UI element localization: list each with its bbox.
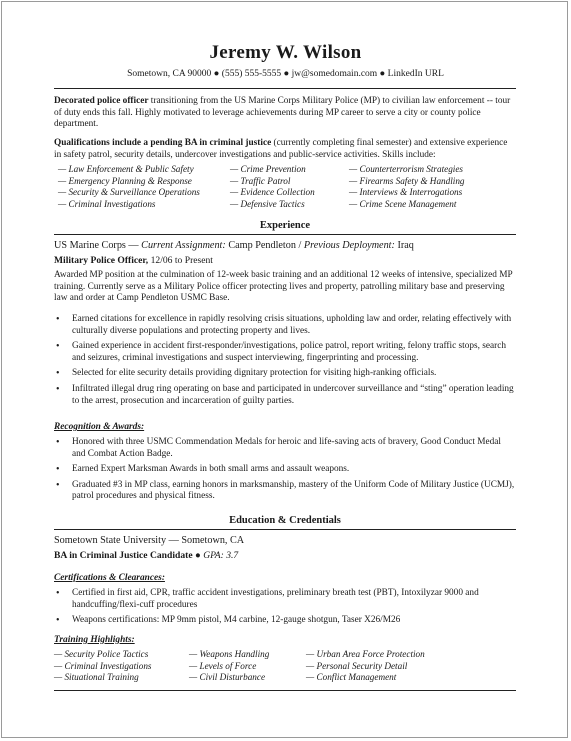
list-item: • Honored with three USMC Commendation Medals for heroic and life-saving acts of bravery, Good Conduct Medal and Combat Action Badge. [54, 437, 516, 460]
list-item: • Selected for elite security details providing dignitary protection for visiting high-ranking officials. [54, 368, 516, 380]
gpa: GPA: 3.7 [203, 550, 239, 561]
skills-column-1 [58, 164, 200, 211]
education-heading: Education & Credentials [229, 515, 341, 526]
school-line: Sometown State University — Sometown, CA [54, 535, 245, 546]
degree: BA in Criminal Justice Candidate [54, 550, 193, 561]
experience-org-line [54, 240, 414, 251]
job-dates: 12/06 to Present [148, 255, 213, 266]
training-item: — Weapons Handling [189, 649, 270, 659]
skill-item: — Security & Surveillance Operations [58, 187, 200, 198]
job-title: Military Police Officer, [54, 255, 149, 266]
awards-heading: Recognition & Awards: [54, 422, 145, 432]
list-item: • Weapons certifications: MP 9mm pistol, M4 carbine, 12-gauge shotgun, Taser X26/M26 [54, 615, 516, 627]
education-divider [54, 529, 516, 530]
list-item: • Gained experience in accident first-responder/investigations, police patrol, report writing, felony traffic stops, search and seizures, criminal investigations and suspect interviewing, fingerprinting and processing. [54, 341, 516, 364]
resume-page [1, 1, 568, 738]
skill-item: — Evidence Collection [230, 187, 315, 198]
experience-divider [54, 234, 516, 235]
experience-heading: Experience [259, 220, 311, 231]
certification-bullets [54, 588, 516, 631]
contact-line: Sometown, CA 90000 ● (555) 555-5555 ● jw@somedomain.com ● LinkedIn URL [127, 69, 444, 79]
list-item: • Certified in first aid, CPR, traffic accident investigations, preliminary breath test (PBT), Intoxilyzar 9000 and handcuffing/flexi-cuff procedures [54, 588, 516, 611]
skill-item: — Firearms Safety & Handling [349, 175, 465, 186]
training-item: — Levels of Force [189, 660, 257, 671]
experience-bullets [54, 314, 516, 411]
training-item: — Personal Security Detail [306, 660, 408, 671]
degree-line [54, 550, 238, 561]
skill-item: — Emergency Planning & Response [58, 175, 192, 186]
skill-item: — Crime Scene Management [349, 199, 457, 210]
job-title-line [54, 255, 213, 266]
skill-item: — Traffic Patrol [230, 175, 291, 186]
training-item: — Situational Training [54, 672, 139, 683]
training-item: — Criminal Investigations [54, 660, 152, 671]
training-column-1 [54, 649, 152, 684]
assignment-value: Camp Pendleton / [225, 240, 304, 251]
training-item: — Conflict Management [306, 672, 397, 683]
skills-list [58, 164, 528, 212]
summary-lead: Decorated police officer [54, 96, 149, 106]
deployment-value: Iraq [394, 240, 414, 251]
skills-column-2 [230, 164, 315, 211]
header-divider [54, 88, 516, 89]
list-item: • Graduated #3 in MP class, earning honors in marksmanship, mastery of the Uniform Code of Military Justice (UCMJ), patrol procedures and physical fitness. [54, 480, 516, 503]
training-list [54, 649, 524, 685]
candidate-name: Jeremy W. Wilson [209, 42, 362, 63]
training-item: — Civil Disturbance [189, 672, 266, 683]
job-description: Awarded MP position at the culmination of 12-week basic training and an additional 12 weeks of intensive, specialized MP training. Currently serve as a Military Police officer protecting lives and property, patrolling military base and preserving law and order at Camp Pendleton USMC Base. [54, 270, 513, 304]
training-column-3 [306, 649, 425, 684]
training-item: — Security Police Tactics [54, 649, 149, 659]
assignment-label: Current Assignment: [141, 240, 226, 251]
skill-item: — Law Enforcement & Public Safety [58, 164, 194, 174]
list-item: • Earned Expert Marksman Awards in both small arms and assault weapons. [54, 464, 516, 476]
qualifications-paragraph [54, 138, 516, 161]
certifications-heading: Certifications & Clearances: [54, 573, 165, 583]
summary-text: transitioning from the US Marine Corps Military Police (MP) to civilian law enforcement -- tour of duty ends this fall. Highly motivated to leverage achievements during MP career to serve a city or county police department. [54, 96, 511, 130]
list-item: • Earned citations for excellence in rapidly resolving crisis situations, upholding law and order, relating effectively with culturally diverse populations and protecting property and lives. [54, 314, 516, 337]
skill-item: — Crime Prevention [230, 164, 306, 174]
qualifications-text: (currently completing final semester) and extensive experience in safety patrol, security details, undercover investigations and public-service activities. Skills include: [54, 138, 508, 160]
training-heading: Training Highlights: [54, 635, 135, 645]
skill-item: — Criminal Investigations [58, 199, 156, 210]
training-column-2 [189, 649, 269, 684]
training-item: — Urban Area Force Protection [306, 649, 425, 659]
org-name: US Marine Corps — [54, 240, 139, 251]
skill-item: — Interviews & Interrogations [349, 187, 463, 198]
awards-bullets [54, 437, 516, 507]
summary-paragraph [54, 96, 516, 131]
skills-column-3 [349, 164, 465, 211]
list-item: • Infiltrated illegal drug ring operating on base and participated in undercover surveillance and “sting” operation leading to the arrest, prosecution and incarceration of guilty parties. [54, 384, 516, 407]
deployment-label: Previous Deployment: [303, 240, 395, 251]
skill-item: — Defensive Tactics [230, 199, 305, 210]
qualifications-lead: Qualifications include a pending BA in criminal justice [54, 138, 272, 148]
footer-divider [54, 690, 516, 691]
skill-item: — Counterterrorism Strategies [349, 164, 463, 174]
gpa-separator: ● [192, 550, 204, 561]
